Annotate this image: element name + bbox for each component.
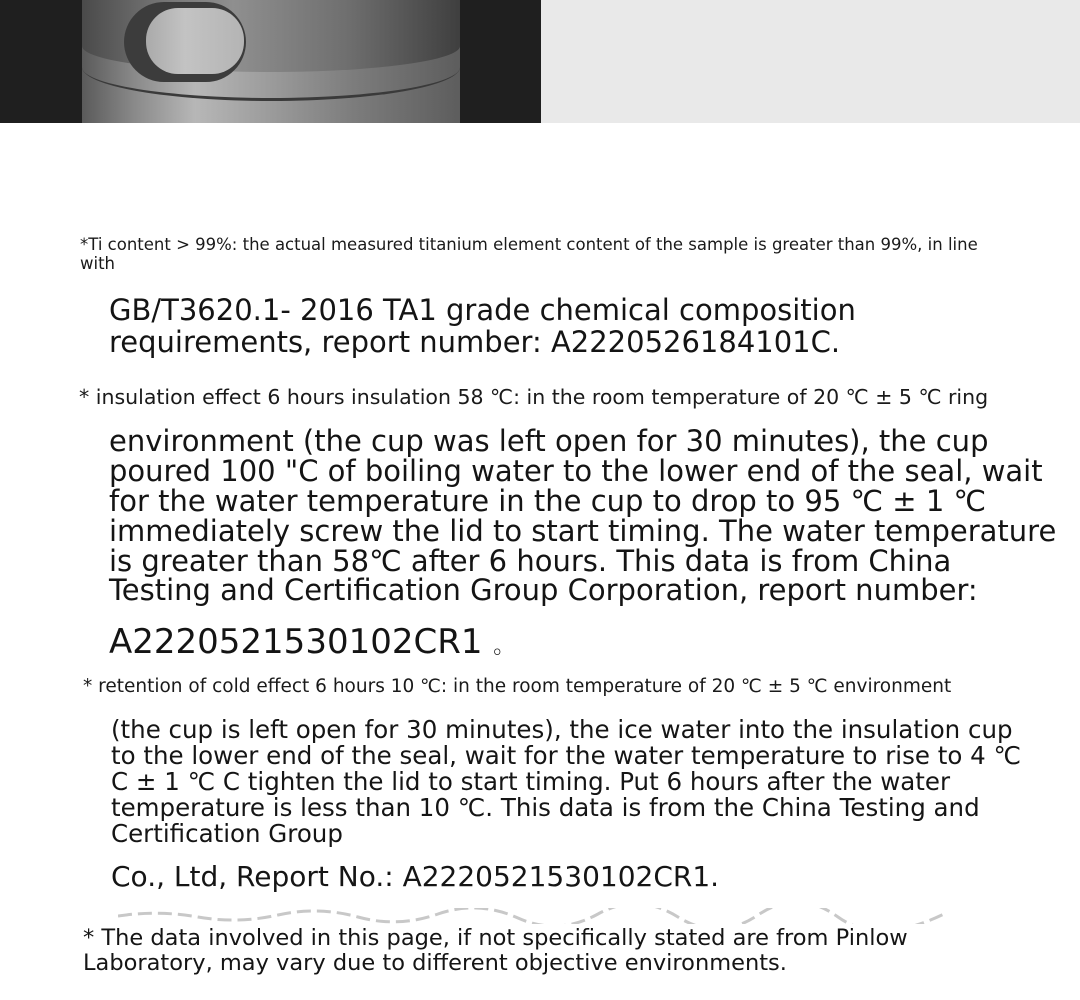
ti-note-line: GB/T3620.1- 2016 TA1 grade chemical composition <box>109 293 856 327</box>
ti-note-lead: *Ti content > 99%: the actual measured titanium element content of the sample is greater than 99%, in line <box>80 235 978 254</box>
cold-note-line: to the lower end of the seal, wait for the water temperature to rise to 4 ℃ <box>111 741 1021 770</box>
ti-note-line: requirements, report number: A2220526184101C. <box>109 325 841 359</box>
footnote-line: * The data involved in this page, if not specifically stated are from Pinlow <box>83 925 908 951</box>
photo-background <box>541 0 1080 123</box>
insulation-note-line: is greater than 58℃ after 6 hours. This data is from China <box>109 544 952 578</box>
lid-button <box>146 8 244 74</box>
cold-note-line: C ± 1 ℃ C tighten the lid to start timing. Put 6 hours after the water <box>111 767 951 796</box>
cold-note-line: Certification Group <box>111 819 343 848</box>
insulation-note-line: for the water temperature in the cup to drop to 95 ℃ ± 1 ℃ <box>109 484 987 518</box>
footnote-line: Laboratory, may vary due to different objective environments. <box>83 950 787 976</box>
ti-note-lead-wrap: with <box>80 254 116 273</box>
insulation-report-number <box>109 622 515 662</box>
insulation-report-id: A2220521530102CR1 <box>109 622 483 662</box>
insulation-note-line: Testing and Certification Group Corporation, report number: <box>109 573 978 607</box>
cold-report-number: Co., Ltd, Report No.: A2220521530102CR1. <box>111 860 720 893</box>
insulation-note-line: environment (the cup was left open for 30 minutes), the cup <box>109 424 989 458</box>
insulation-report-mark: 。 <box>493 634 516 659</box>
insulation-note-line: poured 100 "C of boiling water to the lower end of the seal, wait <box>109 454 1043 488</box>
smudge-decoration <box>118 908 944 924</box>
insulation-note-line: immediately screw the lid to start timing. The water temperature <box>109 514 1057 548</box>
insulation-note-lead: * insulation effect 6 hours insulation 58 ℃: in the room temperature of 20 ℃ ± 5 ℃ ring <box>79 385 989 409</box>
cold-note-lead: * retention of cold effect 6 hours 10 ℃: in the room temperature of 20 ℃ ± 5 ℃ environment <box>83 676 952 697</box>
cold-note-line: temperature is less than 10 ℃. This data is from the China Testing and <box>111 793 980 822</box>
cold-note-line: (the cup is left open for 30 minutes), the ice water into the insulation cup <box>111 715 1013 744</box>
